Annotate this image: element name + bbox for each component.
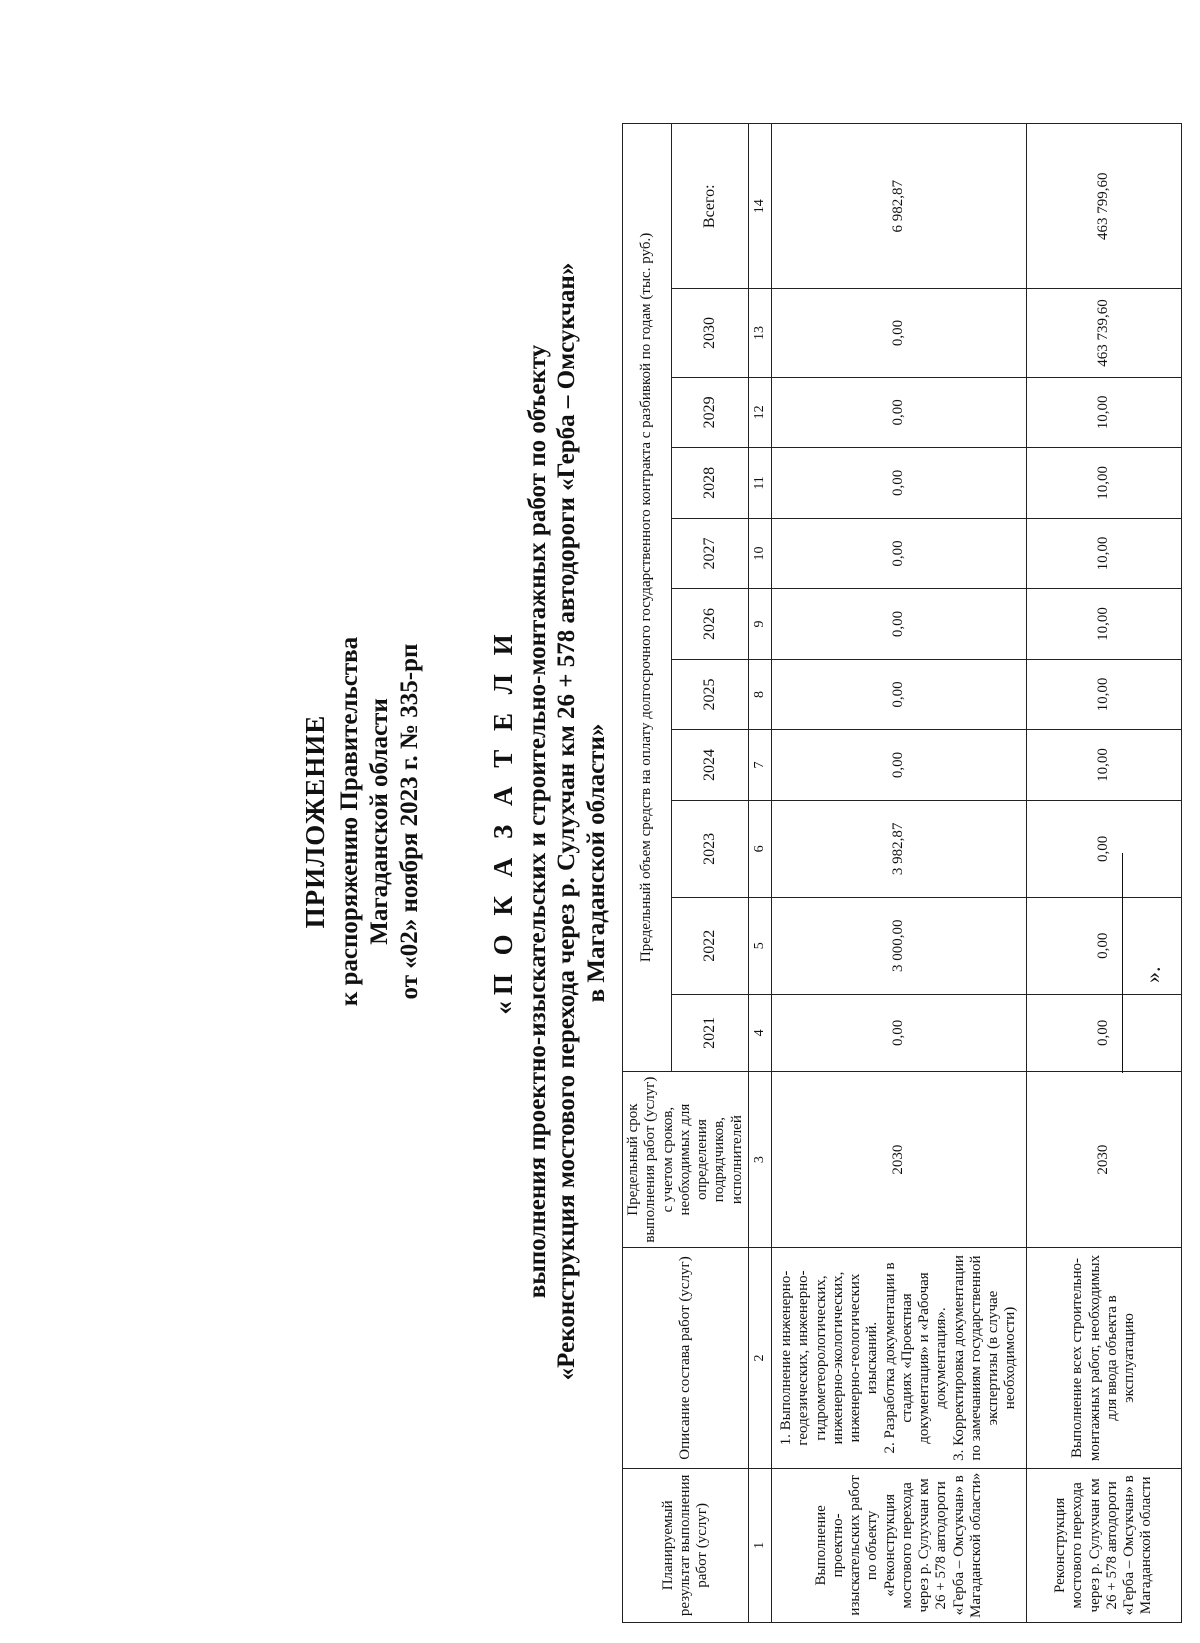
description-item: Выполнение всех строительно-монтажных работ, необходимых для ввода объекта в эксплуатацию <box>1069 1254 1137 1462</box>
document-subtitle-3: в Магаданской области» <box>583 723 610 1003</box>
end-line <box>1122 853 1123 1073</box>
end-mark: ». <box>1140 966 1165 983</box>
column-number: 13 <box>748 289 771 377</box>
table-row <box>1026 124 1181 1623</box>
row-description <box>1026 1248 1181 1468</box>
row-value: 463 739,60 <box>1026 289 1181 377</box>
column-number: 5 <box>748 897 771 994</box>
row-total: 6 982,87 <box>771 124 1026 289</box>
row-value: 0,00 <box>771 448 1026 519</box>
document-subtitle-2: «Реконструкция мостового перехода через р. Сулухчан км 26 + 578 автодороги «Герба – Омсукчан» <box>553 262 580 1381</box>
column-number: 7 <box>748 730 771 801</box>
row-value: 0,00 <box>1026 800 1181 897</box>
row-description <box>771 1248 1026 1468</box>
document-subtitle-1: выполнения проектно-изыскательских и строительно-монтажных работ по объекту <box>524 344 551 1299</box>
row-total: 463 799,60 <box>1026 124 1181 289</box>
column-number: 8 <box>748 659 771 730</box>
row-deadline: 2030 <box>1026 1071 1181 1247</box>
row-value: 0,00 <box>771 377 1026 448</box>
header-work-description: Описание состава работ (услуг) <box>623 1248 749 1468</box>
header-year: 2026 <box>672 589 749 660</box>
description-item: 3. Корректировка документации по замечаниям государственной экспертизы (в случае необходимости) <box>950 1255 1019 1461</box>
row-value: 10,00 <box>1026 589 1181 660</box>
appendix-line-1: к распоряжению Правительства <box>336 636 363 1007</box>
header-year: 2027 <box>672 518 749 589</box>
document-title: «П О К А З А Т Е Л И <box>488 628 518 1015</box>
row-value: 10,00 <box>1026 518 1181 589</box>
row-result: Выполнение проектно-изыскательских работ по объекту «Реконструкция мостового перехода через р. Сулухчан км 26 + 578 автодороги «Герба – Омсукчан» в Магаданской области» <box>771 1468 1026 1622</box>
header-year: 2029 <box>672 377 749 448</box>
column-number: 10 <box>748 518 771 589</box>
column-number: 14 <box>748 124 771 289</box>
row-value: 0,00 <box>771 994 1026 1071</box>
header-year: 2024 <box>672 730 749 801</box>
appendix-line-3: от «02» ноября 2023 г. № 335-рп <box>396 643 423 1000</box>
header-year: 2025 <box>672 659 749 730</box>
column-numbers-row <box>748 124 771 1623</box>
row-deadline: 2030 <box>771 1071 1026 1247</box>
column-number: 9 <box>748 589 771 660</box>
column-number: 1 <box>748 1468 771 1622</box>
header-year: 2028 <box>672 448 749 519</box>
row-value: 10,00 <box>1026 448 1181 519</box>
column-number: 6 <box>748 800 771 897</box>
header-planned-result: Планируемый результат выполнения работ (услуг) <box>623 1468 749 1622</box>
header-year: 2030 <box>672 289 749 377</box>
table-row <box>771 124 1026 1623</box>
header-deadline: Предельный срок выполнения работ (услуг) с учетом сроков, необходимых для определения подрядчиков, исполнителей <box>623 1071 749 1247</box>
header-year: 2023 <box>672 800 749 897</box>
row-value: 3 982,87 <box>771 800 1026 897</box>
row-value: 0,00 <box>771 289 1026 377</box>
header-funding-group: Предельный объем средств на оплату долгосрочного государственного контракта с разбивкой по годам (тыс. руб.) <box>623 124 672 1072</box>
description-item: 2. Разработка документации в стадиях «Проектная документация» и «Рабочая документация». <box>881 1262 950 1454</box>
header-year: 2021 <box>672 994 749 1071</box>
indicators-table <box>622 123 1182 1623</box>
row-value: 10,00 <box>1026 659 1181 730</box>
row-value: 10,00 <box>1026 730 1181 801</box>
column-number: 4 <box>748 994 771 1071</box>
description-item: 1. Выполнение инженерно-геодезических, инженерно-гидрометеорологических, инженерно-экологических, инженерно-геологических изысканий. <box>778 1270 881 1446</box>
column-number: 11 <box>748 448 771 519</box>
row-value: 0,00 <box>771 518 1026 589</box>
row-value: 0,00 <box>1026 897 1181 994</box>
row-value: 0,00 <box>771 589 1026 660</box>
column-number: 12 <box>748 377 771 448</box>
header-year: 2022 <box>672 897 749 994</box>
row-value: 10,00 <box>1026 377 1181 448</box>
column-number: 2 <box>748 1248 771 1468</box>
row-value: 3 000,00 <box>771 897 1026 994</box>
row-value: 0,00 <box>771 730 1026 801</box>
appendix-title: ПРИЛОЖЕНИЕ <box>300 714 330 929</box>
appendix-line-2: Магаданской области <box>366 698 393 945</box>
row-value: 0,00 <box>1026 994 1181 1071</box>
row-value: 0,00 <box>771 659 1026 730</box>
column-number: 3 <box>748 1071 771 1247</box>
row-result: Реконструкция мостового перехода через р. Сулухчан км 26 + 578 автодороги «Герба – Омсукчан» в Магаданской области <box>1026 1468 1181 1622</box>
header-total: Всего: <box>672 124 749 289</box>
